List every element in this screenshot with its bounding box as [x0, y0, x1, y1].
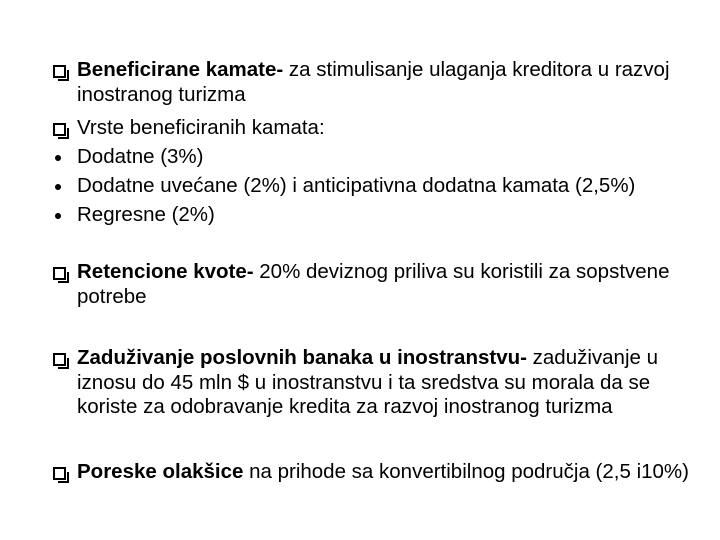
item-bold-term: Zaduživanje poslovnih banaka u inostranstvu- — [77, 346, 527, 369]
item-bold-term: Retencione kvote- — [77, 260, 254, 283]
list-item-vrste-kamata — [52, 116, 692, 141]
list-item-zaduzivanje — [52, 346, 692, 420]
list-item-retencione-kvote — [52, 260, 692, 309]
item-text — [77, 460, 692, 485]
item-text — [77, 145, 692, 170]
item-description: Dodatne (3%) — [77, 145, 204, 168]
item-text — [77, 346, 692, 420]
item-description: za stimulisanje ulaganja kreditora u razvoj inostranog turizma — [77, 58, 670, 106]
bullet-dot-icon — [52, 174, 74, 198]
item-description: Regresne (2%) — [77, 203, 215, 226]
checkbox-square-icon — [52, 346, 74, 370]
item-description: zaduživanje u iznosu do 45 mln $ u inostranstvu i ta sredstva su morala da se koriste za odobravanje kredita za razvoj inostranog turizma — [77, 346, 659, 418]
item-text — [77, 174, 692, 199]
item-description: Dodatne uvećane (2%) i anticipativna dodatna kamata (2,5%) — [77, 174, 636, 197]
item-text — [77, 116, 692, 141]
bullet-dot-icon — [52, 203, 74, 227]
sub-item-dodatne-uvecane — [52, 174, 692, 199]
list-item-poreske-olaksice — [52, 460, 692, 485]
item-text — [77, 58, 692, 107]
checkbox-square-icon — [52, 58, 74, 82]
checkbox-square-icon — [52, 260, 74, 284]
item-text — [77, 203, 692, 228]
item-description: 20% deviznog priliva su koristili za sopstvene potrebe — [77, 260, 670, 308]
item-description: Vrste beneficiranih kamata: — [77, 116, 325, 139]
item-description: na prihode sa konvertibilnog područja (2,5 i10%) — [243, 460, 689, 483]
sub-item-regresne — [52, 203, 692, 228]
item-text — [77, 260, 692, 309]
item-bold-term: Poreske olakšice — [77, 460, 244, 483]
bullet-dot-icon — [52, 145, 74, 169]
checkbox-square-icon — [52, 460, 74, 484]
checkbox-square-icon — [52, 116, 74, 140]
sub-item-dodatne — [52, 145, 692, 170]
item-bold-term: Beneficirane kamate- — [77, 58, 284, 81]
list-item-beneficirane-kamate — [52, 58, 692, 107]
